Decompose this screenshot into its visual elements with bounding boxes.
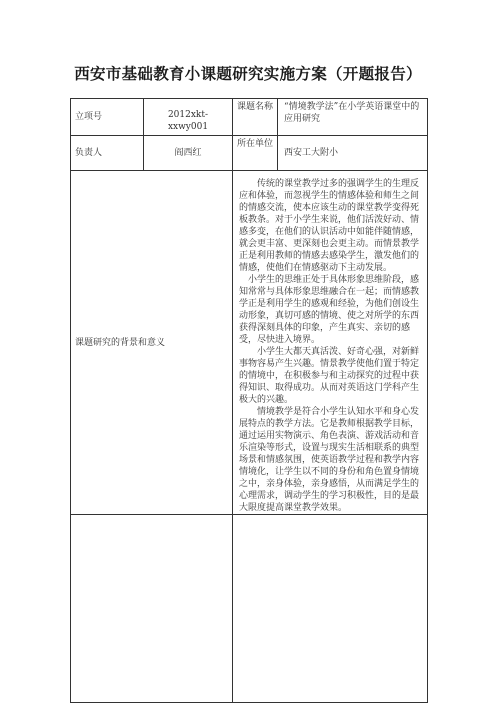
leader-label: 负责人 xyxy=(71,136,144,171)
proposal-form xyxy=(70,98,428,703)
background-paragraph: 小学生大都天真活泼、好奇心强，对新鲜事物容易产生兴趣。情景教学使他们置于特定的情境中，在积极参与和主动探究的过程中获得知识、取得成功。从而对英语这门学科产生极大的兴趣。 xyxy=(239,347,420,405)
empty-content-cell xyxy=(233,515,428,703)
project-id-value: 2012xkt-xxwy001 xyxy=(144,99,233,136)
unit-label: 所在单位 xyxy=(233,136,278,171)
leader-value: 阎西红 xyxy=(144,136,233,171)
background-label: 课题研究的背景和意义 xyxy=(71,171,233,515)
form-row-project xyxy=(71,99,428,136)
topic-name-value: “情境教学法”在小学英语课堂中的应用研究 xyxy=(278,99,428,136)
topic-name-label: 课题名称 xyxy=(233,99,278,136)
form-row-background xyxy=(71,171,428,515)
document-title: 西安市基础教育小课题研究实施方案（开题报告） xyxy=(74,65,422,83)
empty-label-cell xyxy=(71,515,233,703)
background-content xyxy=(233,171,428,515)
form-row-empty xyxy=(71,515,428,703)
background-paragraph: 传统的课堂教学过多的强调学生的生理反应和体验，而忽视学生的情感体验和师生之间的情感交流，使本应该生动的课堂教学变得死板教条。对于小学生来说，他们活泼好动、情感多变，在他们的认识活动中如能伴随情感，就会更丰富、更深刻也会更主动。而情景教学正是利用教师的情感去感染学生，激发他们的情感，使他们在情感驱动下主动发展。 xyxy=(239,179,420,273)
unit-value: 西安工大附小 xyxy=(278,136,428,171)
background-paragraph: 小学生的思维正处于具体形象思维阶段，感知常常与具体形象思维融合在一起；而情感教学正是利用学生的感观和经验，为他们创设生动形象，真切可感的情境、使之对所学的东西获得深刻具体的印象，产生真实、亲切的感受，尽快进入境界。 xyxy=(239,275,420,345)
form-row-leader xyxy=(71,136,428,171)
project-id-label: 立项号 xyxy=(71,99,144,136)
background-paragraph: 情境教学是符合小学生认知水平和身心发展特点的教学方法。它是教师根据教学目标，通过运用实物演示、角色表演、游戏活动和音乐渲染等形式，设置与现实生活相联系的典型场景和情感氛围，使英语教学过程和教学内容情境化，让学生以不同的身份和角色置身情境之中，亲身体验，亲身感悟，从而满足学生的心理需求，调动学生的学习积极性，目的是最大限度提高课堂教学效果。 xyxy=(239,407,420,513)
